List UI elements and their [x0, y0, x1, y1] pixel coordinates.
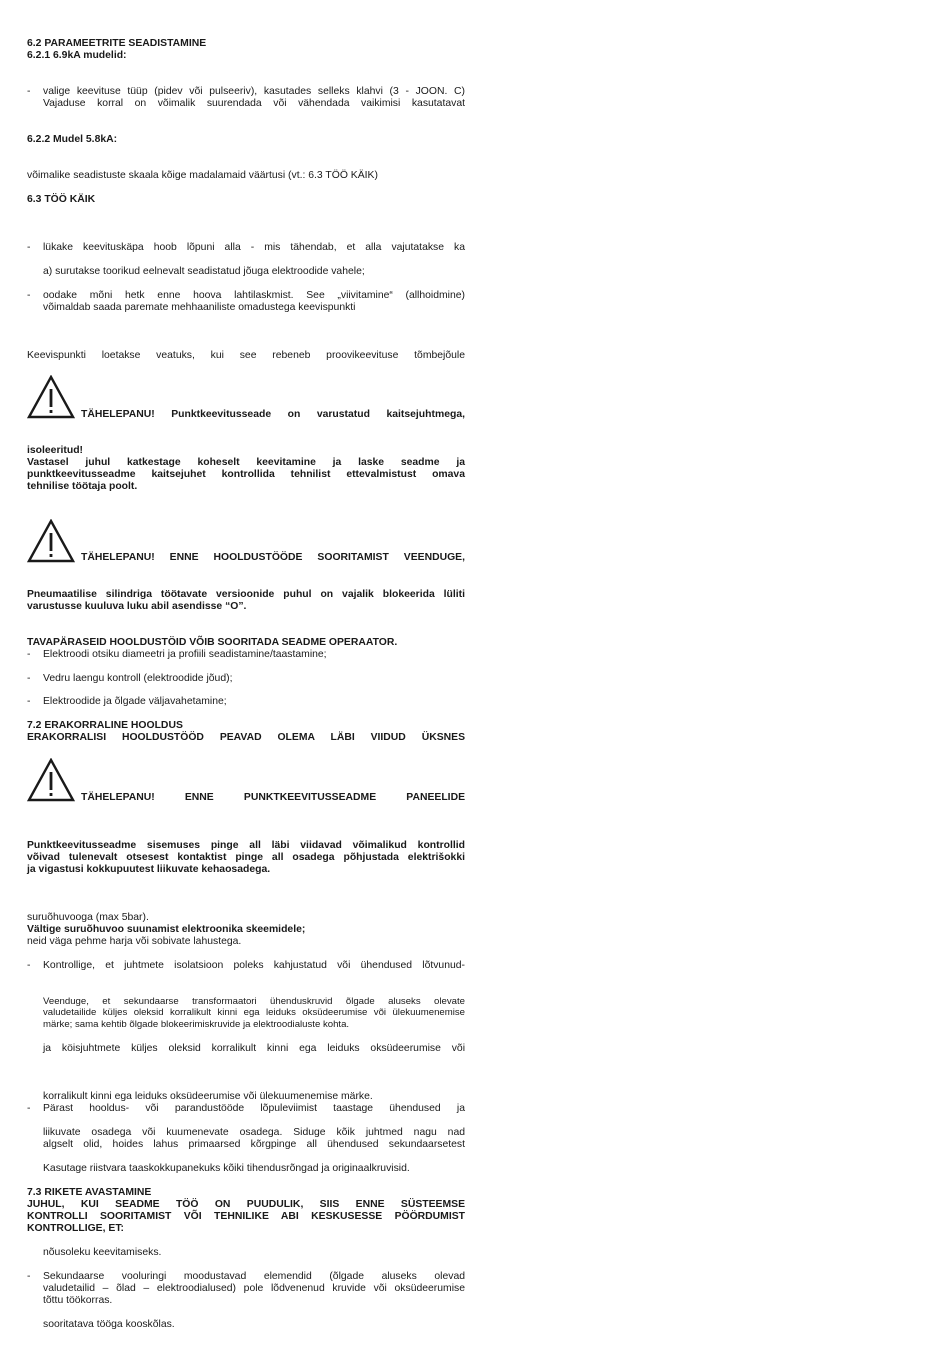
- paragraph: korralikult kinni ega leiduks oksüdeerumise või ülekuumenemise märke.: [43, 1091, 373, 1102]
- paragraph-small: Veenduge, et sekundaarse transformaatori ühenduskruvid õlgade aluseks olevate: [43, 996, 465, 1007]
- paragraph: ja köisjuhtmete küljes oleksid korralikult kinni ega leiduks oksüdeerumise või: [43, 1043, 465, 1054]
- list-item-text: Vajaduse korral on võimalik suurendada või vähendada vaikimisi kasutatavat: [43, 98, 465, 109]
- section-6-2-heading: 6.2 PARAMEETRITE SEADISTAMINE: [27, 38, 207, 49]
- section-7-3-subheading: KONTROLLIGE, ET:: [27, 1223, 124, 1234]
- warning-title: TÄHELEPANU! Punktkeevitusseade on varustatud kaitsejuhtmega,: [81, 409, 465, 420]
- paragraph-small: märke; sama kehtib õlgade blokeerimiskruvide ja elektroodialuste kohta.: [43, 1019, 350, 1030]
- warning-title: TÄHELEPANU! ENNE PUNKTKEEVITUSSEADME PANEELIDE: [81, 792, 465, 803]
- paragraph-bold: Vältige suruõhuvoo suunamist elektroonika skeemidele;: [27, 924, 306, 935]
- list-item-text: Vedru laengu kontroll (elektroodide jõud);: [43, 673, 233, 684]
- paragraph: Keevispunkti loetakse veatuks, kui see rebeneb proovikeevituse tõmbejõule: [27, 350, 465, 361]
- warning-text: varustusse kuuluva luku abil asendisse “O”.: [27, 601, 247, 612]
- warning-text: tehnilise töötaja poolt.: [27, 481, 138, 492]
- section-7-3-subheading: JUHUL, KUI SEADME TÖÖ ON PUUDULIK, SIIS ENNE SÜSTEEMSE: [27, 1199, 465, 1210]
- section-6-2-1-heading: 6.2.1 6.9kA mudelid:: [27, 50, 127, 61]
- list-dash: -: [27, 649, 31, 660]
- paragraph: neid väga pehme harja või sobivate lahustega.: [27, 936, 242, 947]
- warning-text: Pneumaatilise silindriga töötavate versioonide puhul on vajalik blokeerida lüliti: [27, 589, 465, 600]
- paragraph: suruõhuvooga (max 5bar).: [27, 912, 149, 923]
- paragraph: algselt olid, hoides lahus primaarsed kõrgpinge all ühendused sekundaarsetest: [43, 1139, 465, 1150]
- sub-item-a: a) surutakse toorikud eelnevalt seadistatud jõuga elektroodide vahele;: [43, 266, 365, 277]
- warning-text: ja vigastusi kokkupuutest liikuvate kehaosadega.: [27, 864, 271, 875]
- list-dash: -: [27, 696, 31, 707]
- section-6-2-2-heading: 6.2.2 Mudel 5.8kA:: [27, 134, 118, 145]
- list-dash: -: [27, 290, 31, 301]
- warning-text: võivad tulenevalt otsesest kontaktist pinge all osadega põhjustada elektrišokki: [27, 852, 465, 863]
- list-item-text: Elektroodi otsiku diameetri ja profiili seadistamine/taastamine;: [43, 649, 327, 660]
- section-7-2-subheading: ERAKORRALISI HOOLDUSTÖÖD PEAVAD OLEMA LÄBI VIIDUD ÜKSNES: [27, 732, 465, 743]
- warning-triangle-icon: [27, 375, 75, 419]
- section-7-2-heading: 7.2 ERAKORRALINE HOOLDUS: [27, 720, 183, 731]
- list-item-text: Kontrollige, et juhtmete isolatsioon poleks kahjustatud või ühendused lõtvunud-: [43, 960, 465, 971]
- paragraph: Kasutage riistvara taaskokkupanekuks kõiki tihendusrõngad ja originaalkruvisid.: [43, 1163, 410, 1174]
- warning-title: TÄHELEPANU! ENNE HOOLDUSTÖÖDE SOORITAMIST VEENDUGE,: [81, 552, 465, 563]
- paragraph: võimalike seadistuste skaala kõige madalamaid väärtusi (vt.: 6.3 TÖÖ KÄIK): [27, 170, 378, 181]
- section-7-3-heading: 7.3 RIKETE AVASTAMINE: [27, 1187, 152, 1198]
- list-dash: -: [27, 1271, 31, 1282]
- list-item-text: oodake mõni hetk enne hoova lahtilaskmist. See „viivitamine“ (allhoidmine): [43, 290, 465, 301]
- paragraph: sooritatava tööga kooskõlas.: [43, 1319, 175, 1330]
- warning-text: punktkeevitusseadme kaitsejuhet kontrollida tehnilist ettevalmistust omava: [27, 469, 465, 480]
- warning-text: Punktkeevitusseadme sisemuses pinge all läbi viidavad võimalikud kontrollid: [27, 840, 465, 851]
- warning-triangle-icon: [27, 758, 75, 802]
- maintenance-heading: TAVAPÄRASEID HOOLDUSTÖID VÕIB SOORITADA SEADME OPERAATOR.: [27, 637, 398, 648]
- list-item-text: lükake keevituskäpa hoob lõpuni alla - mis tähendab, et alla vajutatakse ka: [43, 242, 465, 253]
- list-dash: -: [27, 673, 31, 684]
- warning-text: Vastasel juhul katkestage koheselt keevitamine ja laske seadme ja: [27, 457, 465, 468]
- paragraph: liikuvate osadega või kuumenevate osadega. Siduge kõik juhtmed nagu nad: [43, 1127, 465, 1138]
- list-item-text: tõttu töökorras.: [43, 1295, 113, 1306]
- list-item-text: Elektroodide ja õlgade väljavahetamine;: [43, 696, 227, 707]
- list-dash: -: [27, 86, 31, 97]
- warning-triangle-icon: [27, 519, 75, 563]
- list-dash: -: [27, 242, 31, 253]
- list-dash: -: [27, 960, 31, 971]
- warning-text: isoleeritud!: [27, 445, 84, 456]
- paragraph-small: valudetailide küljes oleksid korralikult kinni ega leiduks oksüdeerumise või ülekuumenemise: [43, 1007, 465, 1018]
- list-item-text: valige keevituse tüüp (pidev või pulseeriv), kasutades selleks klahvi (3 - JOON. C): [43, 86, 465, 97]
- section-7-3-subheading: KONTROLLI SOORITAMIST VÕI TEHNILIKE ABI KESKUSESSE PÖÖRDUMIST: [27, 1211, 465, 1222]
- section-6-3-heading: 6.3 TÖÖ KÄIK: [27, 194, 96, 205]
- list-item-text: Pärast hooldus- või parandustööde lõpuleviimist taastage ühendused ja: [43, 1103, 465, 1114]
- paragraph: nõusoleku keevitamiseks.: [43, 1247, 162, 1258]
- list-dash: -: [27, 1103, 31, 1114]
- list-item-text: võimaldab saada paremate mehhaaniliste omadustega keevispunkti: [43, 302, 356, 313]
- list-item-text: Sekundaarse vooluringi moodustavad elemendid (õlgade aluseks olevad: [43, 1271, 465, 1282]
- list-item-text: valudetailid – õlad – elektroodialused) pole lõdvenenud kruvide või oksüdeerumise: [43, 1283, 465, 1294]
